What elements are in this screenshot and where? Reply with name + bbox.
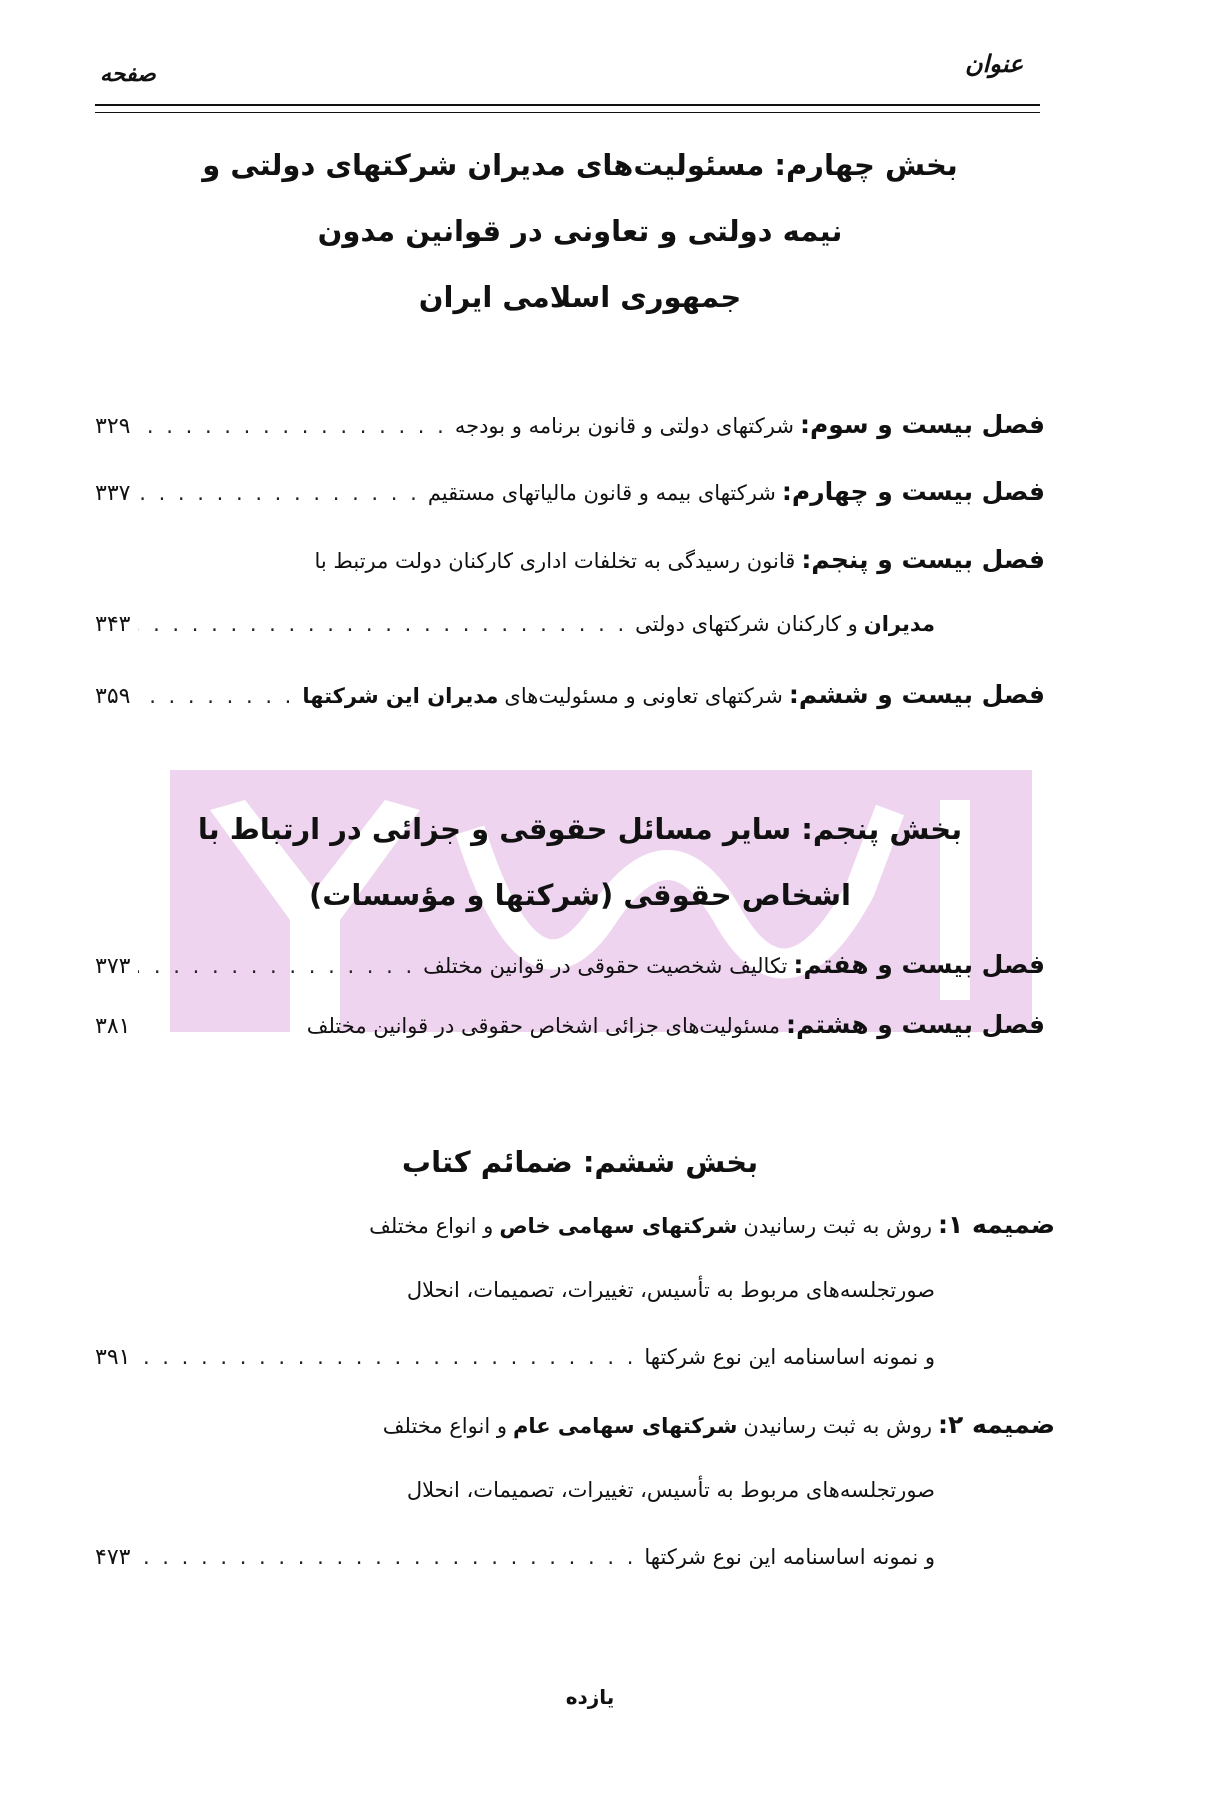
annex-text-end: و انواع مختلف — [369, 1214, 494, 1238]
entry-text: شرکتهای دولتی و قانون برنامه و بودجه — [454, 414, 794, 438]
annex-page: ۴۷۳ — [95, 1545, 131, 1570]
toc-entry — [95, 680, 1045, 724]
toc-entry — [95, 545, 1045, 589]
part4-title-line1: بخش چهارم: مسئولیت‌های مدیران شرکتهای دولتی و — [202, 148, 958, 182]
annex-label: ضمیمه ۱: — [937, 1210, 1055, 1239]
entry-text: قانون رسیدگی به تخلفات اداری کارکنان دولت مرتبط با — [314, 549, 796, 573]
dot-leader — [138, 684, 294, 708]
header-page-label: صفحه — [100, 62, 156, 87]
part6-title: بخش ششم: ضمائم کتاب — [401, 1145, 759, 1179]
entry-bold: مدیران — [863, 612, 935, 636]
annex-page: ۳۹۱ — [95, 1345, 131, 1370]
entry-label: فصل بیست و سوم: — [799, 410, 1045, 439]
part4-title-line3: جمهوری اسلامی ایران — [418, 280, 742, 314]
dot-leader — [138, 612, 627, 636]
annex-text: و نمونه اساسنامه این نوع شرکتها — [644, 1545, 935, 1569]
dot-leader — [138, 1545, 636, 1569]
dot-leader — [138, 954, 415, 978]
annex-line2 — [95, 1278, 935, 1322]
annex-entry — [300, 1410, 1055, 1454]
entry-page: ۳۸۱ — [95, 1014, 131, 1039]
entry-page: ۳۲۹ — [95, 414, 131, 439]
annex-entry — [300, 1210, 1055, 1254]
toc-entry — [95, 950, 1045, 994]
part4-title-line2: نیمه دولتی و تعاونی در قوانین مدون — [317, 214, 843, 248]
dot-leader — [138, 414, 446, 438]
annex-bold: شرکتهای سهامی عام — [512, 1414, 738, 1438]
annex-text: روش به ثبت رسانیدن — [743, 1414, 932, 1438]
entry-label: فصل بیست و چهارم: — [781, 477, 1045, 506]
annex-text: و نمونه اساسنامه این نوع شرکتها — [644, 1345, 935, 1369]
dot-leader — [138, 1345, 636, 1369]
header-rule — [95, 104, 1040, 106]
entry-label: فصل بیست و هفتم: — [793, 950, 1045, 979]
toc-entry-continuation — [95, 612, 935, 656]
toc-entry — [95, 477, 1045, 521]
entry-text: تکالیف شخصیت حقوقی در قوانین مختلف — [423, 954, 788, 978]
header-rule-thin — [95, 112, 1040, 113]
annex-line3 — [95, 1545, 935, 1589]
entry-label: فصل بیست و ششم: — [788, 680, 1045, 709]
part5-title-line2: اشخاص حقوقی (شرکتها و مؤسسات) — [309, 878, 851, 912]
annex-text: روش به ثبت رسانیدن — [743, 1214, 932, 1238]
entry-page: ۳۴۳ — [95, 612, 131, 637]
entry-label: فصل بیست و هشتم: — [785, 1010, 1045, 1039]
annex-text: صورتجلسه‌های مربوط به تأسیس، تغییرات، تصمیمات، انحلال — [406, 1478, 935, 1502]
entry-text: شرکتهای تعاونی و مسئولیت‌های — [504, 684, 783, 708]
annex-line2 — [95, 1478, 935, 1522]
entry-page: ۳۷۳ — [95, 954, 131, 979]
entry-text: مسئولیت‌های جزائی اشخاص حقوقی در قوانین مختلف — [306, 1014, 780, 1038]
entry-page: ۳۳۷ — [95, 481, 131, 506]
entry-bold: مدیران این شرکتها — [302, 684, 499, 708]
toc-entry — [95, 410, 1045, 454]
entry-page: ۳۵۹ — [95, 684, 131, 709]
footer-page-number: یازده — [565, 1685, 615, 1709]
part5-title-line1: بخش پنجم: سایر مسائل حقوقی و جزائی در ارتباط با — [197, 812, 963, 846]
entry-label: فصل بیست و پنجم: — [801, 545, 1045, 574]
entry-text: و کارکنان شرکتهای دولتی — [635, 612, 858, 636]
header-title-label: عنوان — [965, 50, 1024, 78]
toc-entry — [95, 1010, 1045, 1054]
annex-bold: شرکتهای سهامی خاص — [499, 1214, 738, 1238]
annex-line3 — [95, 1345, 935, 1389]
annex-text-end: و انواع مختلف — [382, 1414, 507, 1438]
dot-leader — [138, 481, 419, 505]
annex-text: صورتجلسه‌های مربوط به تأسیس، تغییرات، تصمیمات، انحلال — [406, 1278, 935, 1302]
entry-text: شرکتهای بیمه و قانون مالیاتهای مستقیم — [427, 481, 776, 505]
annex-label: ضمیمه ۲: — [937, 1410, 1055, 1439]
